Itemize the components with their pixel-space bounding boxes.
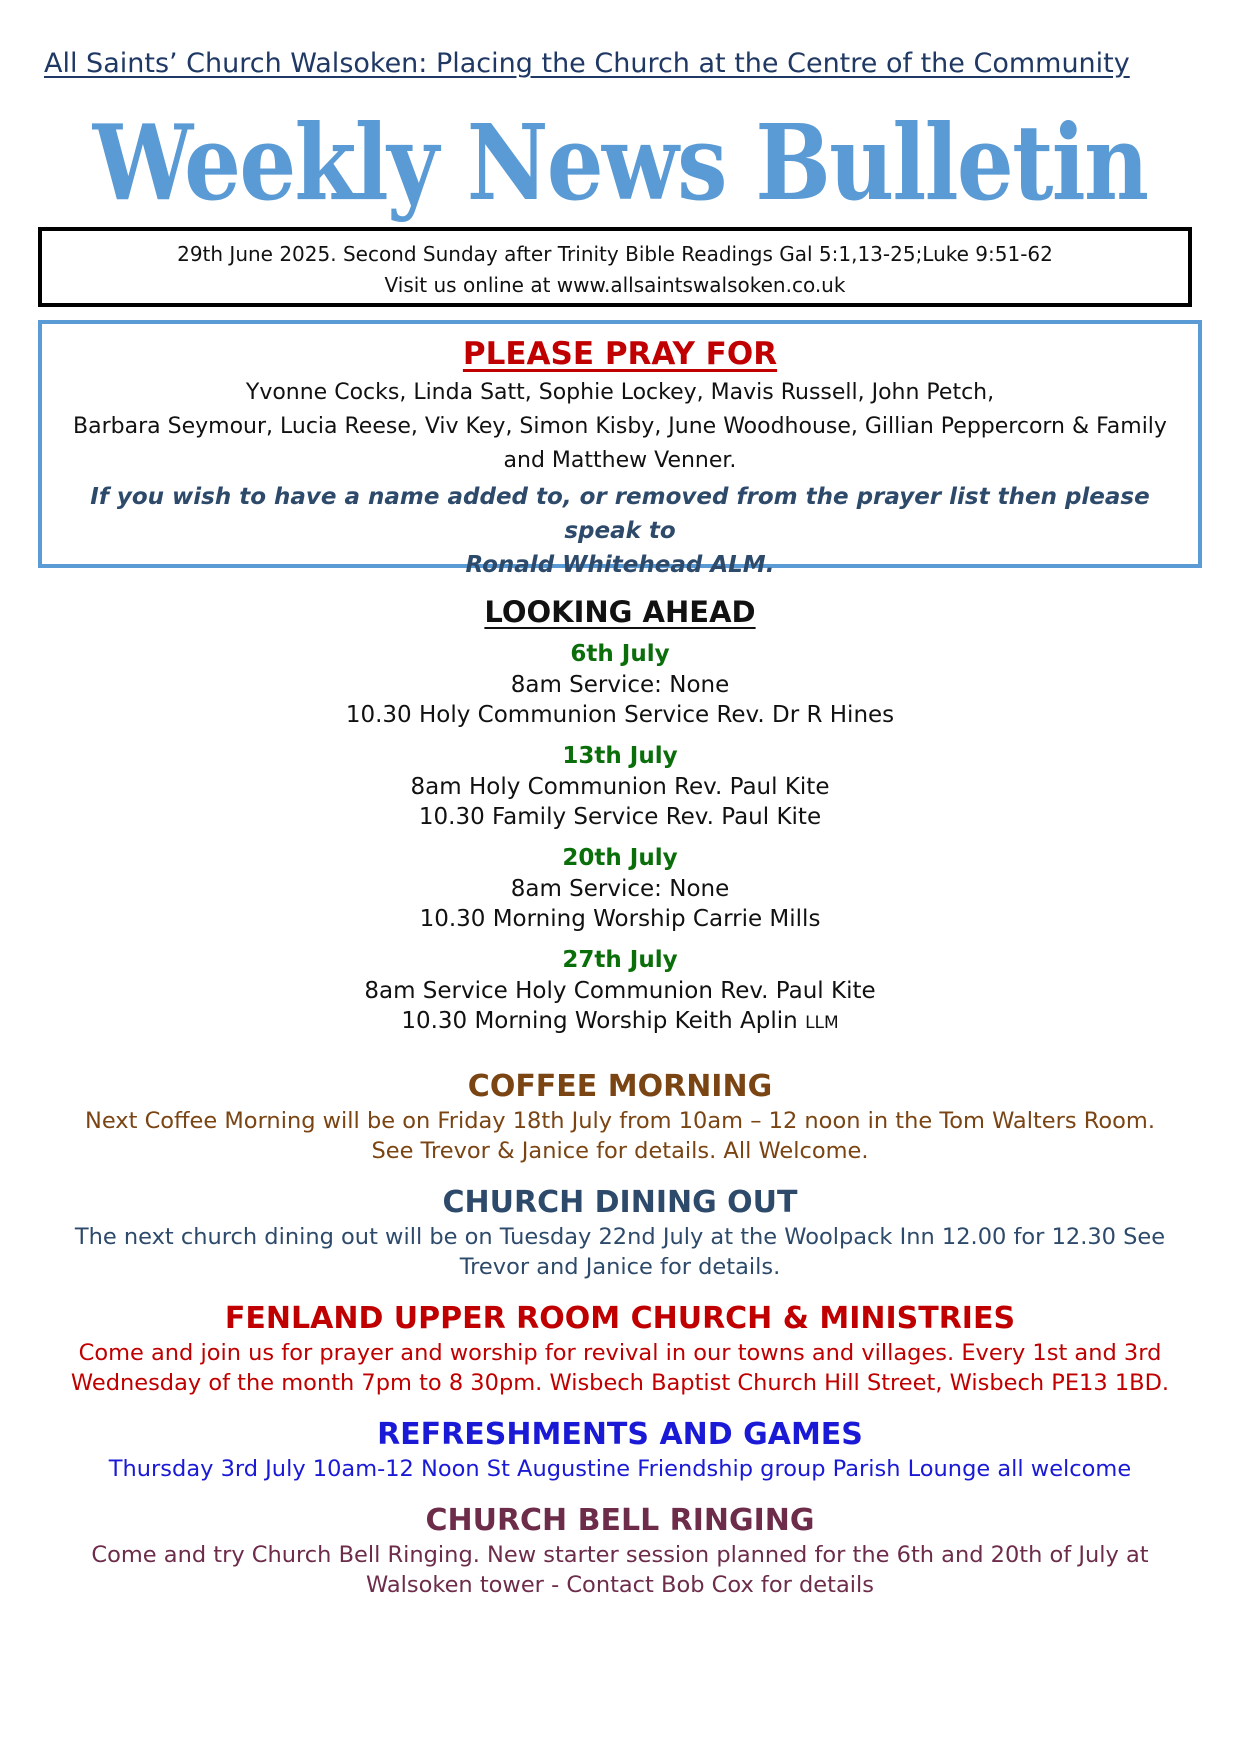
dining-line: The next church dining out will be on Tuesday 22nd July at the Woolpack Inn 12.00 for 12.30 See bbox=[74, 1224, 1166, 1250]
schedule-date: 13th July bbox=[562, 743, 678, 769]
schedule-line: 10.30 Morning Worship Carrie Mills bbox=[419, 906, 821, 932]
coffee-morning-section bbox=[0, 1068, 1240, 1166]
schedule-line: 8am Service Holy Communion Rev. Paul Kite bbox=[364, 978, 876, 1004]
fenland-line: Wednesday of the month 7pm to 8 30pm. Wisbech Baptist Church Hill Street, Wisbech PE13 1BD. bbox=[70, 1370, 1170, 1396]
main-content bbox=[0, 592, 1240, 1600]
dining-out-section bbox=[0, 1184, 1240, 1282]
prayer-names bbox=[42, 376, 1198, 478]
service-date-readings: 29th June 2025. Second Sunday after Trinity Bible Readings Gal 5:1,13-25;Luke 9:51-62 bbox=[177, 242, 1053, 266]
fenland-title: FENLAND UPPER ROOM CHURCH & MINISTRIES bbox=[224, 1301, 1016, 1336]
refreshments-title: REFRESHMENTS AND GAMES bbox=[377, 1417, 863, 1452]
schedule-line: 8am Holy Communion Rev. Paul Kite bbox=[410, 774, 830, 800]
llm-suffix: LLM bbox=[805, 1013, 839, 1033]
dining-out-title: CHURCH DINING OUT bbox=[442, 1185, 798, 1220]
schedule-date: 6th July bbox=[570, 641, 670, 667]
website-line: Visit us online at www.allsaintswalsoken.co.uk bbox=[384, 273, 846, 297]
prayer-note bbox=[42, 480, 1198, 582]
dining-line: Trevor and Janice for details. bbox=[459, 1254, 781, 1280]
coffee-line: Next Coffee Morning will be on Friday 18th July from 10am – 12 noon in the Tom Walters Room. bbox=[85, 1108, 1155, 1134]
bell-ringing-text bbox=[0, 1540, 1240, 1600]
prayer-names-line: Barbara Seymour, Lucia Reese, Viv Key, Simon Kisby, June Woodhouse, Gillian Peppercorn & Family bbox=[73, 414, 1167, 439]
refreshments-text bbox=[0, 1454, 1240, 1484]
schedule-line-text: 10.30 Morning Worship Keith Aplin bbox=[401, 1008, 798, 1034]
schedule-entry bbox=[0, 740, 1240, 832]
church-tagline: All Saints’ Church Walsoken: Placing the Church at the Centre of the Community bbox=[44, 48, 1130, 79]
schedule-date: 20th July bbox=[562, 845, 678, 871]
dining-out-text bbox=[0, 1222, 1240, 1282]
bulletin-title: Weekly News Bulletin bbox=[92, 101, 1148, 224]
coffee-line: See Trevor & Janice for details. All Welcome. bbox=[371, 1138, 869, 1164]
prayer-note-line: Ronald Whitehead ALM. bbox=[465, 552, 775, 578]
schedule-line: 8am Service: None bbox=[510, 672, 730, 698]
schedule-line: 10.30 Family Service Rev. Paul Kite bbox=[418, 804, 822, 830]
bell-line: Walsoken tower - Contact Bob Cox for details bbox=[366, 1572, 874, 1598]
coffee-morning-title: COFFEE MORNING bbox=[467, 1069, 773, 1104]
schedule-date: 27th July bbox=[562, 947, 678, 973]
refreshments-line: Thursday 3rd July 10am-12 Noon St Augustine Friendship group Parish Lounge all welcome bbox=[108, 1456, 1132, 1482]
prayer-note-line: If you wish to have a name added to, or removed from the prayer list then please speak to bbox=[90, 484, 1150, 544]
fenland-section bbox=[0, 1300, 1240, 1398]
prayer-list-box bbox=[38, 320, 1202, 578]
schedule-entry bbox=[0, 944, 1240, 1038]
schedule-line: 8am Service: None bbox=[510, 876, 730, 902]
schedule-line bbox=[0, 1006, 1240, 1038]
looking-ahead-title: LOOKING AHEAD bbox=[484, 595, 756, 629]
service-info-box bbox=[38, 227, 1192, 307]
bell-ringing-section bbox=[0, 1502, 1240, 1600]
prayer-title: PLEASE PRAY FOR bbox=[462, 336, 778, 372]
bell-line: Come and try Church Bell Ringing. New starter session planned for the 6th and 20th of July at bbox=[91, 1542, 1149, 1568]
bell-ringing-title: CHURCH BELL RINGING bbox=[425, 1503, 815, 1538]
prayer-names-line: Yvonne Cocks, Linda Satt, Sophie Lockey, Mavis Russell, John Petch, bbox=[245, 380, 995, 405]
schedule-entry bbox=[0, 842, 1240, 934]
schedule-entry bbox=[0, 638, 1240, 730]
fenland-text bbox=[0, 1338, 1240, 1398]
coffee-morning-text bbox=[0, 1106, 1240, 1166]
schedule-line: 10.30 Holy Communion Service Rev. Dr R Hines bbox=[345, 702, 895, 728]
refreshments-section bbox=[0, 1416, 1240, 1484]
prayer-names-line: and Matthew Venner. bbox=[503, 448, 737, 473]
fenland-line: Come and join us for prayer and worship for revival in our towns and villages. Every 1st and 3rd bbox=[78, 1340, 1162, 1366]
